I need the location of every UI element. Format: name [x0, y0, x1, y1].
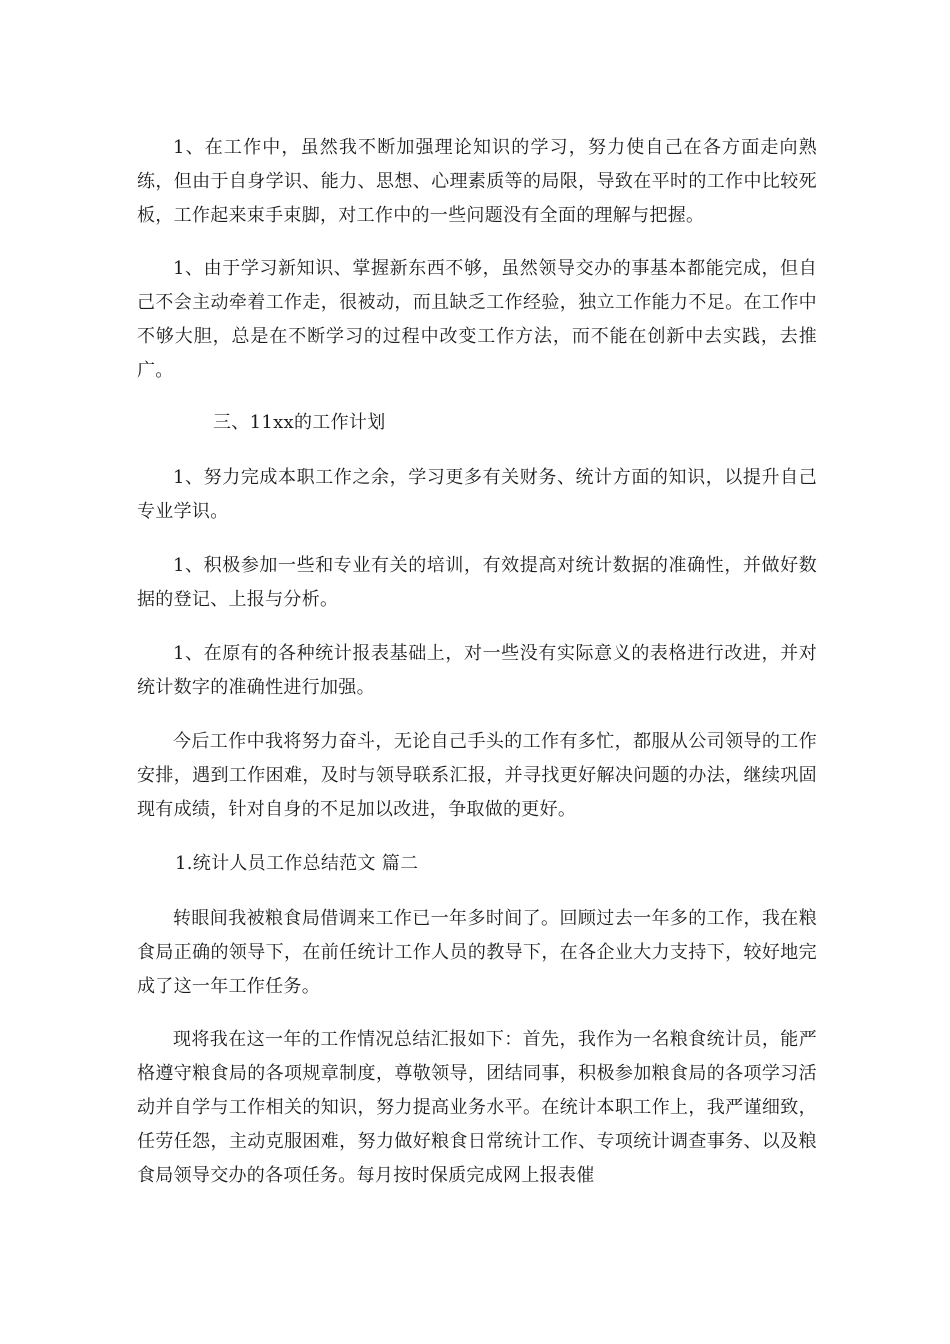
paragraph-work-report: 现将我在这一年的工作情况总结汇报如下：首先，我作为一名粮食统计员，能严格遵守粮食局的各项规章制度，尊敬领导，团结同事，积极参加粮食局的各项学习活动并自学与工作相关的知识，努力提高业务水平。在统计本职工作上，我严谨细致，任劳任怨，主动克服困难，努力做好粮食日常统计工作、专项统计调查事务、以及粮食局领导交办的各项任务。每月按时保质完成网上报表催 — [137, 1029, 817, 1186]
paragraph-work-shortcoming-1: 1、在工作中，虽然我不断加强理论知识的学习，努力使自己在各方面走向熟练，但由于自身学识、能力、思想、心理素质等的局限，导致在平时的工作中比较死板，工作起来束手束脚，对工作中的一些问题没有全面的理解与把握。 — [137, 137, 817, 226]
article-subheading-part-two: 1.统计人员工作总结范文 篇二 — [175, 853, 419, 874]
paragraph-intro-part-two: 转眼间我被粮食局借调来工作已一年多时间了。回顾过去一年多的工作，我在粮食局正确的领导下，在前任统计工作人员的教导下，在各企业大力支持下，较好地完成了这一年工作任务。 — [137, 908, 817, 997]
paragraph-future-commitment: 今后工作中我将努力奋斗，无论自己手头的工作有多忙，都服从公司领导的工作安排，遇到工作困难，及时与领导联系汇报，并寻找更好解决问题的办法，继续巩固现有成绩，针对自身的不足加以改进，争取做的更好。 — [137, 731, 817, 820]
paragraph-plan-1: 1、努力完成本职工作之余，学习更多有关财务、统计方面的知识，以提升自己专业学识。 — [137, 467, 817, 522]
paragraph-work-shortcoming-2: 1、由于学习新知识、掌握新东西不够，虽然领导交办的事基本都能完成，但自己不会主动牵着工作走，很被动，而且缺乏工作经验，独立工作能力不足。在工作中不够大胆，总是在不断学习的过程中改变工作方法，而不能在创新中去实践，去推广。 — [137, 258, 817, 381]
section-heading-work-plan: 三、11xx的工作计划 — [213, 412, 386, 433]
paragraph-plan-2: 1、积极参加一些和专业有关的培训，有效提高对统计数据的准确性，并做好数据的登记、上报与分析。 — [137, 555, 817, 610]
paragraph-plan-3: 1、在原有的各种统计报表基础上，对一些没有实际意义的表格进行改进，并对统计数字的准确性进行加强。 — [137, 643, 817, 698]
